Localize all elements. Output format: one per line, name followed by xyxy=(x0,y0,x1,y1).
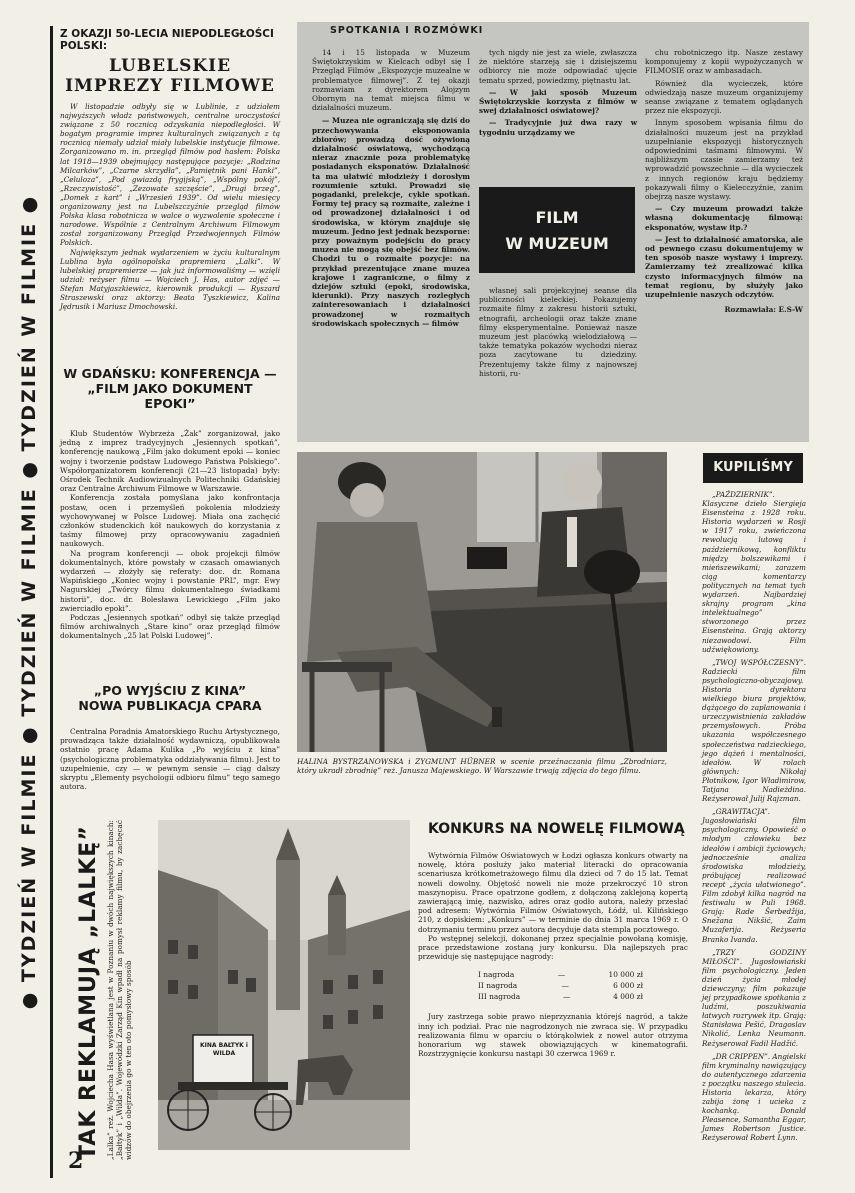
sidebar-running-title xyxy=(14,26,44,1178)
prize-dash: — xyxy=(561,981,569,991)
paragraph: — Czy muzeum prowadzi także własną dokumentację filmową: eksponatów, wystaw itp.? xyxy=(645,204,803,232)
prize-amount: 6 000 zł xyxy=(613,981,643,991)
interview-column-2-top xyxy=(479,48,637,137)
paragraph: Na program konferencji — obok projekcji filmów dokumentalnych, które powstały w czasach omawianych wydarzeń — złożyły się referaty: doc. dr. Romana Wapińskiego „Koniec wojny i powstanie PRL”, mgr. Ewy Nagurskiej „Twórcy filmu dokumentalnego świadkami historii”, doc. dr. Bolesława Lewickiego „Film jako zwierciadło epoki”. xyxy=(60,548,280,613)
paragraph: Największym jednak wydarzeniem w życiu kulturalnym Lublina była ogólnopolska prapremiera „Lalki”. W lubelskiej prapremierze — jak już informowaliśmy — wzięli udział: reżyser filmu — Wojciech J. Has, autor zdjęć — Stefan Matyjaszkiewicz, kierownik produkcji — Ryszard Straszewski oraz aktorzy: Beata Tyszkiewicz, Kalina Jędrusik i Mariusz Dmochowski. xyxy=(60,247,280,312)
title-line: „PO WYJŚCIU Z KINA” xyxy=(93,683,247,698)
page-number: 2 xyxy=(68,1148,84,1174)
interview-column-2-bottom xyxy=(479,286,637,378)
prize-label: I nagroda xyxy=(478,970,515,980)
title-line: W GDAŃSKU: KONFERENCJA — xyxy=(63,366,277,381)
paragraph: chu robotniczego itp. Nasze zestawy komponujemy z kopii wypożyczanych w FILMOSIE oraz w ambasadach. xyxy=(645,48,803,76)
interview-column-1 xyxy=(312,48,470,328)
prize-row xyxy=(478,969,643,980)
article-body xyxy=(418,851,688,961)
article-title: KONKURS NA NOWELĘ FILMOWĄ xyxy=(428,821,685,837)
film-still-illustration xyxy=(297,452,667,752)
film-entry: „PAŹDZIERNIK”. Klasyczne dzieło Siergieja Eisensteina z 1928 roku. Historia wydarzeń w Rosji w 1917 roku, zwieńczona rewolucją lutową i październikową, konfliktu między bolszewikami i mieńszewikami; zarazem ciąg komentarzy politycznych na temat tych wydarzeń. Najbardziej skrajny program „kina intelektualnego” stworzonego przez Eisensteina. Grają aktorzy niezawodowi. Film udźwiękowiony. xyxy=(702,490,806,654)
section-kicker: Z OKAZJI 50-LECIA NIEPODLEGŁOŚCI POLSKI: xyxy=(60,28,274,52)
prize-dash: — xyxy=(557,970,566,980)
paragraph: — W jaki sposób Muzeum Świętokrzyskie korzysta z filmów w swej działalności oświatowej? xyxy=(479,87,637,116)
article-body xyxy=(60,727,280,791)
paragraph: Podczas „Jesiennych spotkań” odbył się także przegląd filmów archiwalnych „Stare kino” oraz przegląd filmów dokumentalnych „25 lat Polski Ludowej”. xyxy=(60,613,280,641)
title-line: NOWA PUBLIKACJA CPARA xyxy=(78,698,262,713)
prize-row xyxy=(478,980,643,991)
prize-label: III nagroda xyxy=(478,992,521,1002)
article-lubelskie xyxy=(60,56,280,311)
interview-section-header: SPOTKANIA I ROZMÓWKI xyxy=(330,25,484,36)
prize-label: II nagroda xyxy=(478,981,518,991)
article-gdansk xyxy=(60,366,280,641)
paragraph: Po wstępnej selekcji, dokonanej przez specjalnie powołaną komisję, prace przedstawione zostaną jury konkursu. Dla najlepszych prac przewiduje się następujące nagrody: xyxy=(418,933,688,962)
rotated-content xyxy=(76,820,134,1160)
paragraph: Również dla wycieczek, które odwiedzają nasze muzeum organizujemy seanse związane z tematem oglądanych przez nie ekspozycji. xyxy=(645,78,803,116)
carriage-sign: KINA BAŁTYK i WILDA xyxy=(200,1042,248,1057)
title-line: IMPREZY FILMOWE xyxy=(65,76,275,96)
interview-column-3 xyxy=(645,48,803,314)
prize-row xyxy=(478,991,643,1002)
interview-signature: Rozmawiała: E.S-W xyxy=(724,305,803,315)
sidebar-text: ● TYDZIEŃ W FILMIE ● TYDZIEŃ W FILMIE ● TYDZIEŃ W FILMIE ● xyxy=(18,194,40,1010)
photo-film-still xyxy=(297,452,667,752)
article-konkurs xyxy=(418,822,688,1058)
film-entry: „DR CRIPPEN”. Angielski film kryminalny nawiązujący do autentycznego zdarzenia z początku naszego stulecia. Historia lekarza, który zabija żonę i ucieka z kochanką. Donald Pleasence, Samantha Eggar, James Robertson Justice. Reżyserował Robert Lynn. xyxy=(702,1051,807,1143)
film-entry: „GRAWITACJA”. Jugosłowiański film psychologiczny. Opowieść o młodym człowieku bez ideałów i ambicji życiowych; jednocześnie analiza środowiska młodzieży, próbującej realizować recept „życia ułatwionego”. Film zdobył kilka nagród na festiwalu w Puli 1968. Grają: Rade Šerbedžija, Snežana Nikšić, Zaim Muzaferija. Reżyseria Branko Ivanda. xyxy=(702,807,806,944)
paragraph: własnej sali projekcyjnej seanse dla publiczności kieleckiej. Pokazujemy rozmaite filmy z zakresu historii sztuki, etnografii, archeologii oraz także znane filmy eksperymentalne. Ponieważ nasze muzeum jest placówką wielodziałową — także tematyka pokazów wychodzi nieraz poza zacytowane tu dziedziny. Prezentujemy także filmy z najnowszej historii, ru- xyxy=(479,286,637,378)
article-body: „Lalka” reż. Wojciecha Hasa wyświetlana jest w Poznaniu w dwóch największych kinach: „Bałtyk” i „Wilda”. Wojewódzki Zarząd Kin wpadł na pomysł reklamy filmu, by zachęcać widzów do obejrzenia go w ten oto pomysłowy sposób xyxy=(106,820,134,1160)
article-body xyxy=(60,102,280,311)
paragraph: Klub Studentów Wybrzeża „Żak” zorganizował, jako jedną z imprez tradycyjnych „Jesiennych spotkań”, konferencję naukową „Film jako dokument epoki — koniec wojny i tworzenie podstaw Ludowego Państwa Polskiego”. Współorganizatorem konferencji (21—23 listopada) były: Ośrodek Technik Audiowizualnych Politechniki Gdańskiej oraz Centralne Archiwum Filmowe w Warszawie. xyxy=(60,429,280,494)
paragraph: Jury zastrzega sobie prawo nieprzyznania którejś nagród, a także inny ich podział. Prac nie nagrodzonych nie zwraca się. W przypadku realizowania filmu w oparciu o którąkolwiek z nowel autor otrzyma honorarium wg stawek obowiązujących w kinematografii. Rozstrzygnięcie konkursu nastąpi 30 czerwca 1969 r. xyxy=(418,1012,688,1059)
article-lalka-title-block xyxy=(60,820,150,1160)
title-line: FILM xyxy=(535,208,579,227)
article-title xyxy=(60,366,280,411)
title-line: „FILM JAKO DOKUMENT EPOKI” xyxy=(87,381,253,411)
street-scene-illustration xyxy=(158,820,410,1150)
article-body xyxy=(60,429,280,641)
prize-dash: — xyxy=(562,992,571,1002)
article-cpara xyxy=(60,683,280,791)
title-line: W MUZEUM xyxy=(505,234,609,253)
paragraph: Konferencja została pomyślana jako konfrontacja postaw, ocen i przemyśleń pokolenia młodzieży wychowywanej w Polsce Ludowej. Miała ona zachęcić członków studenckich kół naukowych do korzystania z taśmy filmowej przy opracowywaniu zagadnień naukowych. xyxy=(60,493,280,549)
article-title xyxy=(60,56,280,96)
prize-amount: 10 000 zł xyxy=(608,970,643,980)
paragraph: Innym sposobem wpisania filmu do działalności muzeum jest na przykład uzupełnianie ekspozycji historycznych odpowiednimi taśmami filmowymi. W najbliższym czasie zamierzamy też wprowadzić powszechnie — dla wycieczek z innych regionów kraju będziemy pokazywali filmy o Kielecczyźnie, zanim obejrzą nasze wystawy. xyxy=(645,118,803,202)
prize-list xyxy=(478,969,643,1002)
paragraph: — Tradycyjnie już dwa razy w tygodniu urządzamy we xyxy=(479,118,637,137)
paragraph: W listopadzie odbyły się w Lublinie, z udziałem najwyższych władz państwowych, centralne uroczystości związane z 50 rocznicą odzyskania niepodległości. W bogatym programie imprez kulturalnych związanych z tą rocznicą niemały udział miały lubelskie instytucje filmowe. Zorganizowano m. in. przegląd filmów pod hasłem: Polska lat 1918—1939 obejmujący następujące pozycje: „Rodzina Milcarków”, „Czarne skrzydła”, „Pamiętnik pani Hanki”, „Celuloza”, „Pod gwiazdą frygijską”, „Wspólny pokój”, „Rzeczywistość”, „Zezowate szczęście”, „Drugi brzeg”, „Domek z kart” i „Wrzesień 1939”. Od wielu miesięcy organizowany jest na Lubelszczyźnie przegląd filmów Polska klasa robotnicza w walce o wyzwolenie społeczne i narodowe. Wspólnie z Centralnym Archiwum Filmowym został zorganizowany Przegląd Przedwojennych Filmów Polskich. xyxy=(60,102,280,248)
paragraph: — Muzea nie ograniczają się dziś do przechowywania eksponowania zbiorów; prowadzą dość ożywioną działalność oświatową, wychodzącą nieraz znacznie poza problematykę posiadanych eksponatów. Działalność ta ma ułatwić młodzieży i dorosłym rozumienie sztuki. Prowadzi się pogadanki, prelekcje, cykle spotkań. Formy tej pracy są rozmaite, zależne i od prowadzonej działalności i od środowiska, w którym znajduje się muzeum. Jedno jest jednak bezsporne: przy poważnym podejściu do pracy muzea nie mogą się obejść bez filmów. Chodzi tu o rozmaite pozycje: na przykład prezentujące znane muzea krajowe i zagraniczne, o filmy z dziejów sztuki (epoki, środowiska, kierunki). Przy naszych rozległych zainteresowaniach i działalności prowadzonej w rozmaitych środowiskach społecznych — filmów xyxy=(312,116,470,328)
photo-lalka-advert xyxy=(158,820,410,1150)
sidebar-rule xyxy=(50,26,53,1178)
paragraph: Centralna Poradnia Amatorskiego Ruchu Artystycznego, prowadząca także działalność wydawniczą, opublikowała ostatnio pracę Adama Kulika „Po wyjściu z kina” (psychologiczna problematyka oddziaływania filmu). Jest to uzupełnienie, czy — w pewnym sensie — ciąg dalszy skryptu „Elementy psychologii odbioru filmu” tego samego autora. xyxy=(60,727,280,792)
film-entry: „TRZY GODZINY MIŁOŚCI”. Jugosłowiański film psychologiczny. Jeden dzień życia młodej dziewczyny; film pokazuje jej przypadkowe spotkania z ludźmi, poszukiwania łatwych rozrywek itp. Grają: Stanisława Pešić, Dragoslav Nikolić, Lenka Neumann. Reżyserował Fadil Hadžić. xyxy=(702,947,806,1048)
paragraph: tych nigdy nie jest za wiele, zwłaszcza że niektóre starzeją się i dzisiejszemu odbiorcy nie może odpowiadać ujęcie tematu sprzed, powiedzmy, piętnastu lat. xyxy=(479,48,637,85)
kupilismy-header: KUPILIŚMY xyxy=(703,453,803,483)
prize-amount: 4 000 zł xyxy=(613,992,643,1002)
article-title: TAK REKLAMUJĄ „LALKĘ” xyxy=(76,825,102,1160)
paragraph: Wytwórnia Filmów Oświatowych w Łodzi ogłasza konkurs otwarty na nowelę, która posłuży jako materiał literacki do opracowania scenariusza krótkometrażowego filmu dla dzieci od 7 do 15 lat. Temat noweli dowolny. Objętość noweli nie może przekroczyć 10 stron maszynopisu. Prace opatrzone godłem, z dołączoną zaklejoną kopertą zawierającą imię, nazwisko, adres oraz godło autora, należy przesłać pod adresem: Wytwórnia Filmów Oświatowych, Łódź, ul. Kilińskiego 210, z dopiskiem: „Konkurs” — w terminie do dnia 31 marca 1969 r. O dotrzymaniu terminu przez autora decyduje data stempla pocztowego. xyxy=(418,851,688,934)
article-title xyxy=(60,683,280,713)
title-line: LUBELSKIE xyxy=(108,56,232,76)
article-body-end xyxy=(418,1012,688,1058)
interview-title-box xyxy=(479,187,635,273)
photo-caption: HALINA BYSTRZANOWSKA i ZYGMUNT HÜBNER w scenie przeźnaczania filmu „Zbrodniarz, który ukradł zbrodnię” reż. Janusza Majewskiego. W Warszawie trwają zdjęcia do tego filmu. xyxy=(297,757,667,776)
film-entry: „TWOJ WSPÓŁCZESNY”. Radziecki film psychologiczno-obyczajowy. Historia dyrektora wielkiego biura projektów, dążącego do zaplanowania i urzeczywistnienia zakładów przemysłowych. Próba ukazania współczesnego społeczeństwa radzieckiego, jego dążeń i mentalności, ideałów. W rolach głównych: Nikołaj Płotnikow, Igor Władimirow, Tatjana Nadieżdina. Reżyserował Julij Rajzman. xyxy=(702,657,807,804)
kupilismy-list xyxy=(702,490,806,1143)
paragraph: — Jest to działalność amatorska, ale od pewnego czasu dokumentujemy w ten sposób nasze wystawy i imprezy. Zamierzamy też zrealizować kilka czysto informacyjnych filmów na temat regionu, by służyły jako uzupełnienie naszych odczytów. xyxy=(645,234,803,300)
paragraph: 14 i 15 listopada w Muzeum Świętokrzyskim w Kielcach odbył się I Przegląd Filmów „Ekspozycje muzealne w problematyce filmowej”. Z tej okazji rozmawiam z dyrektorem Alojzym Obornym na temat miejsca filmu w działalności muzeum. xyxy=(312,48,470,113)
